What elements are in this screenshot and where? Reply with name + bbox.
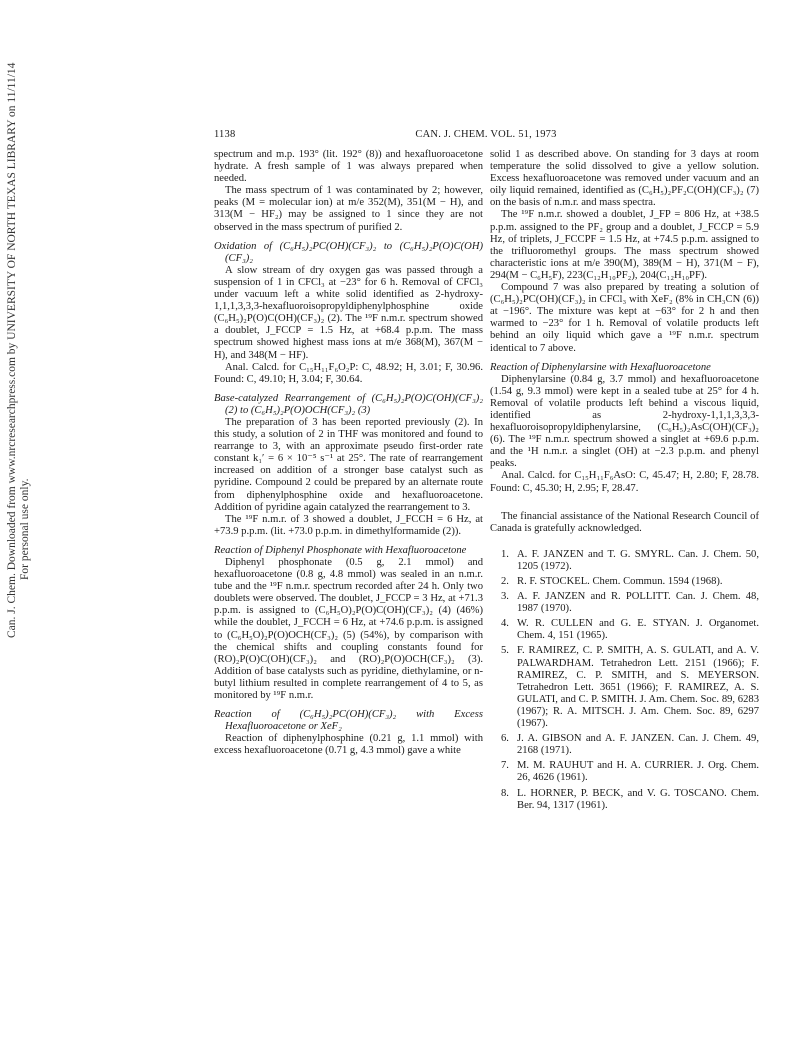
reference-text: J. A. GIBSON and A. F. JANZEN. Can. J. Chem. 49, 2168 (1971).: [517, 733, 759, 757]
reference-text: L. HORNER, P. BECK, and V. G. TOSCANO. Chem. Ber. 94, 1317 (1961).: [517, 787, 759, 811]
reference-text: A. F. JANZEN and R. POLLITT. Can. J. Chem. 48, 1987 (1970).: [517, 591, 759, 615]
left-column: [214, 149, 483, 758]
section-heading: Base-catalyzed Rearrangement of (C₆H₅)₂P(O)C(OH)(CF₃)₂ (2) to (C₆H₅)₂P(O)OCH(CF₃)₂ (3): [214, 392, 483, 416]
reference-text: M. M. RAUHUT and H. A. CURRIER. J. Org. Chem. 26, 4626 (1961).: [517, 760, 759, 784]
reference-item: [490, 645, 759, 730]
paragraph: Anal. Calcd. for C₁₅H₁₁F₆AsO: C, 45.47; H, 2.80; F, 28.78. Found: C, 45.30; H, 2.95; F, 28.47.: [490, 470, 759, 494]
paragraph: solid 1 as described above. On standing for 3 days at room temperature the solid dissolved to give a yellow solution. Excess hexafluoroacetone was removed under vacuum and an oily liquid remained, identified as (C₆H₅)₂PF₂C(OH)(CF₃)₂ (7) on the basis of n.m.r. and mass spectra.: [490, 149, 759, 209]
download-watermark: [2, 20, 32, 640]
reference-number: 4.: [501, 618, 509, 630]
reference-number: 5.: [501, 645, 509, 657]
reference-text: R. F. STOCKEL. Chem. Commun. 1594 (1968).: [517, 576, 723, 587]
reference-number: 7.: [501, 760, 509, 772]
reference-number: 3.: [501, 591, 509, 603]
reference-number: 1.: [501, 548, 509, 560]
right-column: [490, 149, 759, 815]
reference-text: F. RAMIREZ, C. P. SMITH, A. S. GULATI, and A. V. PALWARDHAM. Tetrahedron Lett. 2151 (1966); F. RAMIREZ, C. P. SMITH, and S. MEYERSON. Tetrahedron Lett. 3651 (1966); F. RAMIREZ, A. S. GULATI, and C. P. SMITH. J. Am. Chem. Soc. 89, 6283 (1967); R. A. MITSCH. J. Am. Chem. Soc. 89, 6297 (1967).: [517, 645, 759, 730]
section-heading: Oxidation of (C₆H₅)₂PC(OH)(CF₃)₂ to (C₆H₅)₂P(O)C(OH)(CF₃)₂: [214, 240, 483, 264]
reference-item: [490, 618, 759, 642]
paragraph: Anal. Calcd. for C₁₅H₁₁F₆O₂P: C, 48.92; H, 3.01; F, 30.96. Found: C, 49.10; H, 3.04; F, 30.64.: [214, 361, 483, 385]
paragraph: Compound 7 was also prepared by treating a solution of (C₆H₅)₂PC(OH)(CF₃)₂ in CFCl₃ with XeF₂ (8% in CH₃CN (6)) at −196°. The mixture was kept at −63° for 2 h and then warmed to −23° for 1 h. Removal of volatile products left behind an oily liquid which gave a ¹⁹F n.m.r. spectrum identical to 7 above.: [490, 282, 759, 354]
reference-item: [490, 760, 759, 784]
reference-item: [490, 591, 759, 615]
paragraph: Diphenylarsine (0.84 g, 3.7 mmol) and hexafluoroacetone (1.54 g, 9.3 mmol) were kept in a sealed tube at 25° for 4 h. Removal of volatile products left behind a viscous liquid, identified as 2-hydroxy-1,1,1,3,3,3-hexafluoroisopropyldiphenylarsine, (C₆H₅)₂AsC(OH)(CF₃)₂ (6). The ¹⁹F n.m.r. spectrum showed a singlet at +69.6 p.p.m. and the ¹H n.m.r. a singlet (OH) at −2.3 p.p.m. and phenyl peaks.: [490, 373, 759, 470]
acknowledgment: The financial assistance of the National Research Council of Canada is gratefully acknowledged.: [490, 510, 759, 534]
paragraph: The preparation of 3 has been reported previously (2). In this study, a solution of 2 in THF was monitored and found to rearrange to 3, with an approximate pseudo first-order rate constant k₁′ = 6 × 10⁻⁵ s⁻¹ at 25°. The rate of rearrangement increased on addition of a stronger base catalyst such as pyridine. Compound 2 could be prepared by an alternate route from diphenylphosphine oxide and hexafluoroacetone. Addition of pyridine again catalyzed the rearrangement to 3.: [214, 416, 483, 513]
page-number: 1138: [214, 129, 236, 140]
paragraph: The ¹⁹F n.m.r. showed a doublet, J_FP = 806 Hz, at +38.5 p.p.m. assigned to the PF₂ group and a doublet, J_FCCP = 5.9 Hz, of triplets, J_FCCPF = 1.5 Hz, at +74.5 p.p.m. assigned to the trifluoromethyl groups. The mass spectrum showed characteristic ions at m/e 390(M), 389(M − H), 371(M − F), 294(M − C₆H₅F), 223(C₁₂H₁₀PF₂), 204(C₁₂H₁₀PF).: [490, 209, 759, 281]
paragraph: The ¹⁹F n.m.r. of 3 showed a doublet, J_FCCH = 6 Hz, at +73.9 p.p.m. (lit. +73.0 p.p.m. in dimethylformamide (2)).: [214, 513, 483, 537]
paragraph: A slow stream of dry oxygen gas was passed through a suspension of 1 in CFCl₃ at −23° for 6 h. Removal of CFCl₃ under vacuum left a white solid identified as 2-hydroxy-1,1,1,3,3,3-hexafluoroisopropyldiphenylphosphine oxide (C₆H₅)₂P(O)C(OH)(CF₃)₂ (2). The ¹⁹F n.m.r. spectrum showed a doublet, J_FCCP = 1.5 Hz, at +68.4 p.p.m. The mass spectrum showed highest mass ions at m/e 368(M), 367(M − H), and 348(M − HF).: [214, 264, 483, 361]
reference-text: A. F. JANZEN and T. G. SMYRL. Can. J. Chem. 50, 1205 (1972).: [517, 548, 759, 572]
paragraph: The mass spectrum of 1 was contaminated by 2; however, peaks (M = molecular ion) at m/e 352(M), 351(M − H), and 313(M − HF₂) may be assigned to 1 since they are not observed in the mass spectrum of purified 2.: [214, 185, 483, 233]
reference-item: [490, 733, 759, 757]
references-list: [490, 549, 759, 812]
reference-item: [490, 549, 759, 573]
page-header: [214, 129, 758, 143]
paragraph: Reaction of diphenylphosphine (0.21 g, 1.1 mmol) with excess hexafluoroacetone (0.71 g, 4.3 mmol) gave a white: [214, 733, 483, 757]
section-heading: Reaction of Diphenyl Phosphonate with Hexafluoroacetone: [214, 544, 467, 556]
running-head: CAN. J. CHEM. VOL. 51, 1973: [415, 129, 557, 140]
reference-number: 6.: [501, 733, 509, 745]
paragraph: Diphenyl phosphonate (0.5 g, 2.1 mmol) and hexafluoroacetone (0.8 g, 4.8 mmol) was sealed in an n.m.r. tube and the ¹⁹F n.m.r. spectrum recorded after 24 h. Only two doublets were observed. The doublet, J_FCCP = 3 Hz, at +71.3 p.p.m. is assigned to (C₆H₅O)₂P(O)C(OH)(CF₃)₂ (4) (46%) while the doublet, J_FCCH = 6 Hz, at +74.6 p.p.m. is assigned to (C₆H₅O)₂P(O)OCH(CF₃)₂ (5) (54%), by comparison with the chemical shifts and coupling constants found for (RO)₂P(O)C(OH)(CF₃)₂ and (RO)₂P(O)OCH(CF₃)₂ (3). Addition of base catalysts such as pyridine, diethylamine, or n-butyl lithium resulted in complete rearrangement of 4 to 5, as monitored by ¹⁹F n.m.r.: [214, 557, 483, 702]
reference-number: 8.: [501, 787, 509, 799]
section-heading: Reaction of (C₆H₅)₂PC(OH)(CF₃)₂ with Excess Hexafluoroacetone or XeF₂: [214, 709, 483, 733]
section-heading: Reaction of Diphenylarsine with Hexafluoroacetone: [490, 361, 711, 373]
paragraph: spectrum and m.p. 193° (lit. 192° (8)) and hexafluoroacetone hydrate. A fresh sample of 1 was always prepared when needed.: [214, 149, 483, 185]
watermark-line-1: Can. J. Chem. Downloaded from www.nrcresearchpress.com by UNIVERSITY OF NORTH TEXAS LIBRARY on 11/11/14: [6, 62, 18, 638]
reference-item: [490, 788, 759, 812]
reference-number: 2.: [501, 576, 509, 587]
reference-text: W. R. CULLEN and G. E. STYAN. J. Organomet. Chem. 4, 151 (1965).: [517, 618, 759, 642]
right-column-body: [490, 149, 759, 495]
watermark-line-2: For personal use only.: [19, 478, 31, 580]
reference-item: [490, 576, 759, 588]
